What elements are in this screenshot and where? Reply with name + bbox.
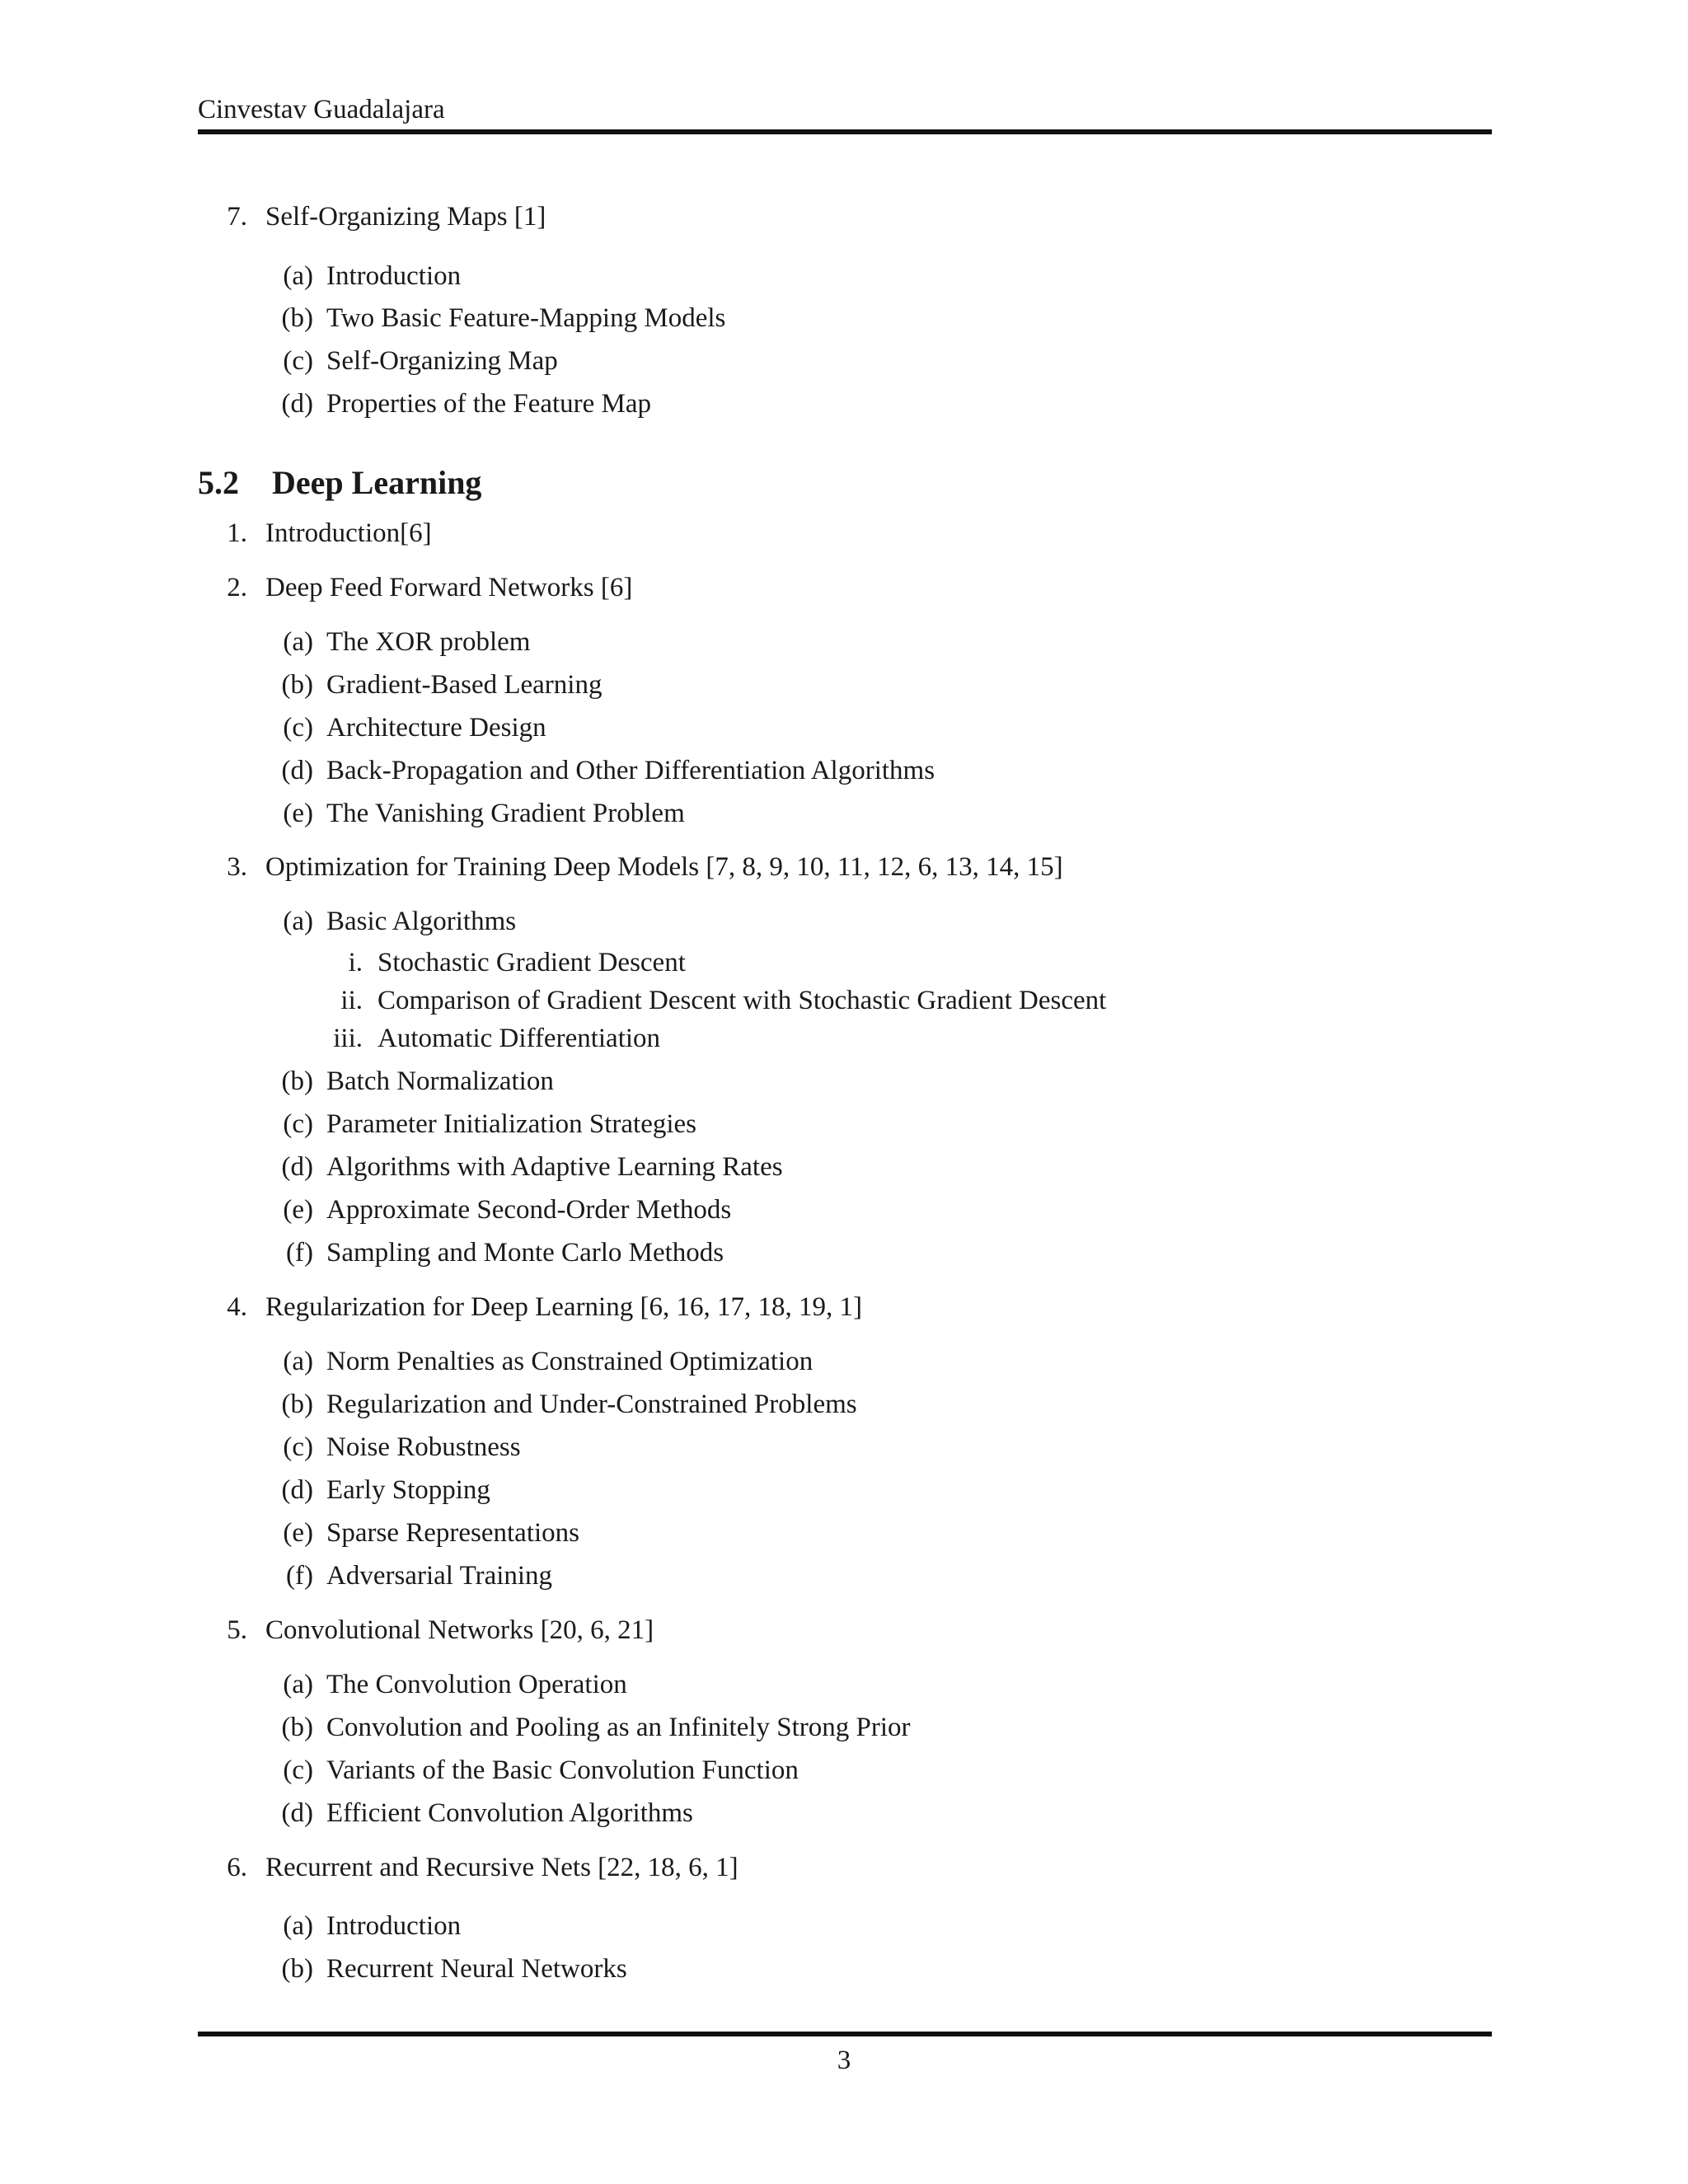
sublist-item-label: (d) [281,1798,313,1828]
sublist-item-text: Convolution and Pooling as an Infinitely Strong Prior [326,1713,911,1742]
sublist-item-label: (b) [281,1713,313,1742]
sublist-item-text: Recurrent Neural Networks [326,1954,627,1984]
sublist-item-text: Gradient-Based Learning [326,670,603,700]
list-item-label: 3. [227,852,247,882]
sublist-item-text: Self-Organizing Map [326,346,558,376]
list-item-label: 5. [227,1615,247,1645]
sublist-item-text: Variants of the Basic Convolution Function [326,1755,799,1785]
subsublist-item-text: Comparison of Gradient Descent with Stochastic Gradient Descent [377,986,1107,1015]
list-item-text: Optimization for Training Deep Models [7, 8, 9, 10, 11, 12, 6, 13, 14, 15] [265,852,1063,882]
section-number: 5.2 [198,464,239,501]
sublist-item-label: (d) [281,389,313,419]
sublist-item-text: Noise Robustness [326,1432,521,1462]
sublist-item-label: (e) [283,1195,313,1225]
subsublist-item-label: i. [348,948,363,977]
sublist-item-label: (d) [281,1475,313,1505]
section-title: Deep Learning [272,464,482,501]
list-item-text: Convolutional Networks [20, 6, 21] [265,1615,654,1645]
sublist-item-label: (e) [283,799,313,828]
sublist-item-label: (a) [283,261,313,291]
sublist-item-label: (c) [283,1432,313,1462]
sublist-item-text: Back-Propagation and Other Differentiation Algorithms [326,756,935,785]
sublist-item-label: (a) [283,907,313,936]
footer-rule [198,2032,1492,2036]
sublist-item-text: Properties of the Feature Map [326,389,652,419]
sublist-item-text: Introduction [326,261,462,291]
sublist-item-label: (d) [281,756,313,785]
sublist-item-label: (f) [286,1238,313,1268]
list-item-label: 1. [227,518,247,548]
list-item-text: Regularization for Deep Learning [6, 16, 17, 18, 19, 1] [265,1292,862,1322]
sublist-item-label: (c) [283,713,313,743]
sublist-item-text: Regularization and Under-Constrained Problems [326,1390,857,1419]
sublist-item-label: (b) [281,1954,313,1984]
sublist-item-text: Approximate Second-Order Methods [326,1195,732,1225]
sublist-item-label: (b) [281,670,313,700]
sublist-item-text: Algorithms with Adaptive Learning Rates [326,1152,783,1182]
sublist-item-text: Sparse Representations [326,1518,580,1548]
page-number: 3 [837,2046,851,2075]
sublist-item-label: (a) [283,627,313,657]
list-item-text: Introduction[6] [265,518,432,548]
sublist-item-label: (c) [283,346,313,376]
sublist-item-text: Two Basic Feature-Mapping Models [326,303,726,333]
sublist-item-text: Basic Algorithms [326,907,517,936]
sublist-item-text: Norm Penalties as Constrained Optimization [326,1347,814,1376]
sublist-item-text: The Convolution Operation [326,1670,627,1699]
sublist-item-text: The Vanishing Gradient Problem [326,799,685,828]
subsublist-item-text: Automatic Differentiation [377,1024,661,1053]
sublist-item-label: (c) [283,1109,313,1139]
sublist-item-text: Efficient Convolution Algorithms [326,1798,693,1828]
sublist-item-text: Introduction [326,1911,462,1941]
sublist-item-text: Architecture Design [326,713,546,743]
sublist-item-text: Batch Normalization [326,1066,554,1096]
list-item-label: 2. [227,573,247,602]
subsublist-item-label: iii. [333,1024,363,1053]
sublist-item-text: Parameter Initialization Strategies [326,1109,696,1139]
sublist-item-label: (a) [283,1911,313,1941]
sublist-item-label: (a) [283,1347,313,1376]
header-rule [198,129,1492,134]
sublist-item-label: (b) [281,1390,313,1419]
sublist-item-text: Early Stopping [326,1475,490,1505]
sublist-item-label: (c) [283,1755,313,1785]
sublist-item-text: The XOR problem [326,627,531,657]
list-item-text: Recurrent and Recursive Nets [22, 18, 6, 1] [265,1853,738,1882]
sublist-item-label: (b) [281,1066,313,1096]
sublist-item-label: (e) [283,1518,313,1548]
sublist-item-label: (b) [281,303,313,333]
list-item-label: 7. [227,202,247,232]
sublist-item-text: Sampling and Monte Carlo Methods [326,1238,724,1268]
sublist-item-text: Adversarial Training [326,1561,553,1591]
sublist-item-label: (f) [286,1561,313,1591]
sublist-item-label: (d) [281,1152,313,1182]
sublist-item-label: (a) [283,1670,313,1699]
subsublist-item-label: ii. [340,986,363,1015]
list-item-text: Deep Feed Forward Networks [6] [265,573,633,602]
list-item-label: 4. [227,1292,247,1322]
running-header: Cinvestav Guadalajara [198,95,445,124]
list-item-label: 6. [227,1853,247,1882]
subsublist-item-text: Stochastic Gradient Descent [377,948,686,977]
list-item-text: Self-Organizing Maps [1] [265,202,546,232]
